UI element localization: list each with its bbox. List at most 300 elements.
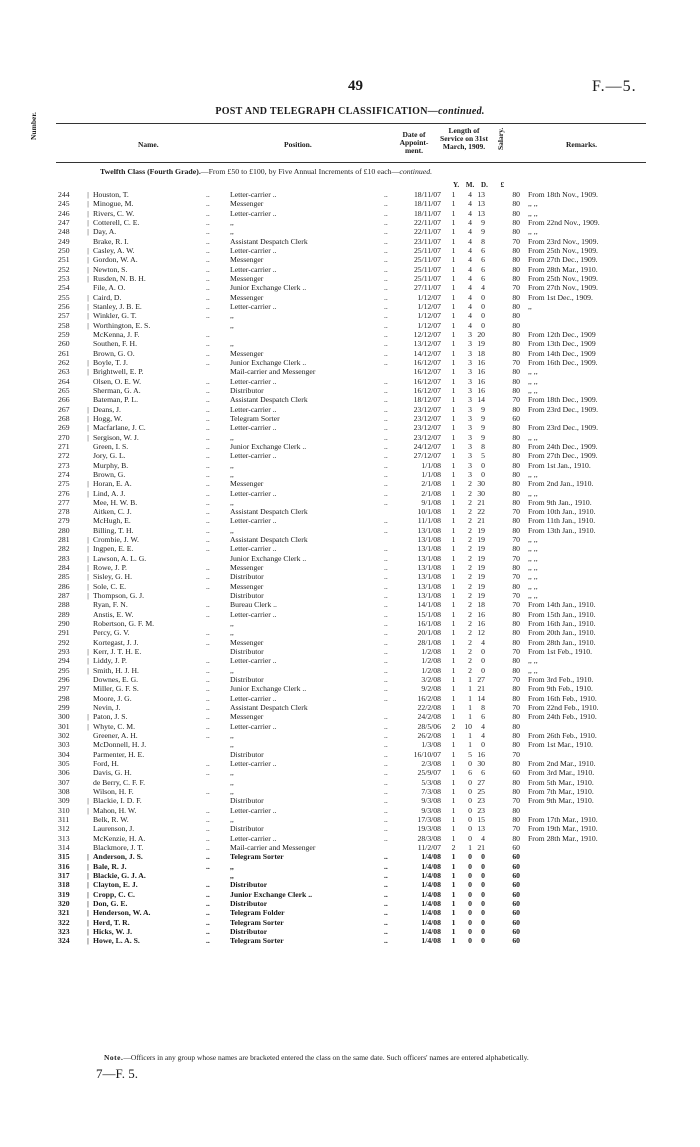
row-remarks: From 12th Dec., 1909 [528,329,596,339]
row-name: Thompson, G. J. [93,591,145,601]
row-leader: .. [384,619,388,629]
row-remarks: From 16th Feb., 1910. [528,693,597,703]
row-position: ,, [230,870,234,880]
row-months: 0 [468,824,472,834]
row-years: 1 [451,563,456,573]
row-leader: .. [206,357,210,367]
group-bracket: | [87,544,89,554]
row-name: Newton, S. [93,264,128,274]
row-date: 13/1/08 [417,535,441,545]
row-number: 284 [58,563,70,573]
row-leader: .. [206,675,210,685]
table-row [58,918,658,927]
row-months: 2 [468,544,472,554]
table-row [58,890,658,899]
row-leader: .. [384,236,388,246]
row-leader: .. [206,497,210,507]
row-date: 16/12/07 [413,367,441,377]
row-years: 1 [451,917,456,927]
group-bracket: | [87,357,89,367]
row-name: Brown, G. [93,469,126,479]
table-row [58,666,658,675]
row-years: 1 [451,525,456,535]
row-number: 258 [58,320,70,330]
row-years: 1 [451,749,456,759]
row-leader: .. [384,637,388,647]
row-salary: 80 [512,563,520,573]
row-name: Howe, L. A. S. [93,936,140,946]
row-days: 8 [481,441,485,451]
row-months: 2 [468,572,472,582]
length-units [453,181,504,189]
row-years: 1 [451,712,456,722]
row-number: 267 [58,404,70,414]
row-number: 248 [58,227,70,237]
row-salary: 80 [512,787,520,796]
row-name: Don, G. E. [93,898,128,908]
row-date: 1/4/08 [421,926,441,936]
row-remarks: From 1st Jan., 1910. [528,460,591,470]
row-years: 1 [451,311,456,321]
row-leader: .. [206,385,210,395]
row-number: 272 [58,451,70,461]
row-date: 25/11/07 [413,245,441,255]
row-years: 1 [451,273,456,283]
row-date: 28/1/08 [417,637,441,647]
row-leader: .. [384,413,388,423]
title-continued: continued. [438,106,485,117]
row-number: 313 [58,833,70,843]
row-name: Cotterell, C. E. [93,217,140,227]
row-months: 1 [468,703,472,713]
row-position: Messenger [230,255,264,265]
row-salary: 80 [512,423,520,433]
group-bracket: | [87,432,89,442]
row-name: Blackie, I. D. F. [93,796,142,806]
row-months: 0 [468,926,472,936]
row-days: 0 [481,908,485,918]
row-name: Nevin, J. [93,703,121,713]
group-bracket: | [87,926,89,936]
row-leader: .. [206,759,210,769]
row-leader: .. [384,731,388,741]
row-days: 21 [477,516,485,526]
row-name: Anstis, E. W. [93,609,134,619]
row-position: ,, [230,619,234,629]
unit-years: Y. [453,181,460,189]
header-date: Date of Appoint- ment. [399,130,429,155]
row-months: 1 [468,731,472,741]
row-date: 7/3/08 [421,787,441,796]
header-remarks: Remarks. [566,140,598,149]
row-leader: .. [384,880,388,890]
row-days: 16 [477,367,485,377]
table-row [58,349,658,358]
row-leader: .. [384,684,388,694]
row-leader: .. [206,469,210,479]
group-bracket: | [87,404,89,414]
row-number: 324 [58,936,70,946]
row-salary: 80 [512,292,520,302]
row-years: 1 [451,535,456,545]
row-leader: .. [206,842,210,852]
row-years: 2 [451,842,456,852]
row-years: 1 [451,656,456,666]
row-position: Distributor [230,926,268,936]
table-row [58,731,658,740]
row-position: Letter-carrier .. [230,721,277,731]
row-date: 12/12/07 [413,329,441,339]
row-leader: .. [206,208,210,218]
row-months: 0 [468,852,472,862]
row-years: 1 [451,301,456,311]
row-months: 2 [468,497,472,507]
row-years: 1 [451,665,456,675]
row-days: 13 [477,199,485,209]
row-number: 287 [58,591,70,601]
row-days: 6 [481,768,485,778]
row-number: 252 [58,264,70,274]
row-months: 1 [468,712,472,722]
row-months: 4 [468,190,472,199]
table-row [58,750,658,759]
row-days: 0 [481,469,485,479]
row-remarks: From 16th Jan., 1910. [528,619,596,629]
row-date: 1/1/08 [421,469,441,479]
row-number: 293 [58,647,70,657]
row-position: Telegram Sorter [230,936,284,946]
row-salary: 70 [512,824,520,834]
row-date: 1/4/08 [421,936,441,946]
row-months: 4 [468,199,472,209]
row-months: 3 [468,357,472,367]
row-name: Mee, H. W. B. [93,497,138,507]
row-leader: .. [384,451,388,461]
row-position: ,, [230,460,234,470]
row-remarks: From 27th Dec., 1909. [528,255,598,265]
table-row [58,880,658,889]
row-months: 2 [468,609,472,619]
row-position: Messenger [230,292,264,302]
row-days: 16 [477,749,485,759]
row-remarks: From 13th Dec., 1909 [528,339,596,349]
row-position: Messenger [230,563,264,573]
table-row [58,414,658,423]
row-leader: .. [384,385,388,395]
row-number: 319 [58,889,70,899]
table-row [58,311,658,320]
row-date: 1/4/08 [421,908,441,918]
row-date: 18/11/07 [413,190,441,199]
row-date: 25/11/07 [413,273,441,283]
row-number: 310 [58,805,70,815]
row-date: 1/12/07 [417,292,441,302]
row-date: 18/11/07 [413,199,441,209]
row-years: 1 [451,759,456,769]
table-row [58,787,658,796]
row-leader: .. [206,703,210,713]
row-months: 2 [468,600,472,610]
row-number: 309 [58,796,70,806]
row-years: 1 [451,376,456,386]
row-salary: 60 [512,870,520,880]
row-name: Minogue, M. [93,199,134,209]
row-salary: 60 [512,898,520,908]
row-name: Green, I. S. [93,441,129,451]
row-name: Anderson, J. S. [93,852,143,862]
group-bracket: | [87,572,89,582]
table-row [58,526,658,535]
row-name: Whyte, C. M. [93,721,136,731]
header-rule-bottom [56,162,646,163]
row-years: 1 [451,581,456,591]
row-salary: 80 [512,740,520,750]
row-name: McHugh, E. [93,516,131,526]
row-position: Letter-carrier .. [230,404,277,414]
row-name: McDonnell, H. J. [93,740,147,750]
row-name: Ford, H. [93,759,119,769]
row-leader: .. [384,889,388,899]
row-date: 13/1/08 [417,544,441,554]
row-position: Junior Exchange Clerk .. [230,283,307,293]
group-bracket: | [87,320,89,330]
row-salary: 60 [512,852,520,862]
row-leader: .. [384,796,388,806]
row-years: 1 [451,227,456,237]
row-position: ,, [230,740,234,750]
row-name: Sisley, G. H. [93,572,133,582]
row-position: Messenger [230,581,264,591]
row-days: 19 [477,572,485,582]
row-years: 1 [451,460,456,470]
row-years: 1 [451,833,456,843]
row-months: 2 [468,581,472,591]
row-salary: 60 [512,908,520,918]
row-salary: 70 [512,572,520,582]
row-number: 323 [58,926,70,936]
row-number: 299 [58,703,70,713]
row-leader: .. [206,432,210,442]
row-remarks: From 9th Feb., 1910. [528,684,593,694]
row-position: Distributor [230,591,264,601]
row-number: 276 [58,488,70,498]
row-position: ,, [230,320,234,330]
table-row [58,395,658,404]
row-leader: .. [206,292,210,302]
row-years: 1 [451,199,456,209]
table-row [58,507,658,516]
row-days: 19 [477,535,485,545]
row-days: 15 [477,814,485,824]
row-name: Kortegast, J. J. [93,637,139,647]
row-date: 1/2/08 [421,656,441,666]
row-months: 1 [468,842,472,852]
row-days: 0 [481,320,485,330]
row-position: Bureau Clerk .. [230,600,277,610]
row-number: 286 [58,581,70,591]
table-row [58,740,658,749]
row-remarks: From 20th Jan., 1910. [528,628,596,638]
row-months: 0 [468,833,472,843]
table-row [58,227,658,236]
row-leader: .. [384,777,388,787]
row-leader: .. [384,824,388,834]
row-leader: .. [206,264,210,274]
row-leader: .. [384,339,388,349]
row-months: 2 [468,628,472,638]
row-number: 291 [58,628,70,638]
row-salary: 80 [512,245,520,255]
row-leader: .. [384,609,388,619]
group-bracket: | [87,535,89,545]
row-days: 0 [481,880,485,890]
row-position: Distributor [230,385,264,395]
group-bracket: | [87,199,89,209]
row-leader: .. [206,833,210,843]
row-leader: .. [206,376,210,386]
row-position: Junior Exchange Clerk .. [230,357,307,367]
row-remarks: From 14th Dec., 1909 [528,348,596,358]
row-position: Letter-carrier .. [230,208,277,218]
row-leader: .. [206,926,210,936]
table-row [58,516,658,525]
class-heading-range: —From £50 to £100, by Five Annual Increments of £10 each— [200,167,400,176]
row-date: 16/12/07 [413,376,441,386]
row-months: 2 [468,637,472,647]
class-heading [100,167,432,176]
group-bracket: | [87,805,89,815]
table-row [58,778,658,787]
row-position: Letter-carrier .. [230,488,277,498]
table-row [58,899,658,908]
row-salary: 80 [512,693,520,703]
row-remarks: From 3rd Mar., 1910. [528,768,595,778]
row-days: 16 [477,609,485,619]
row-months: 2 [468,553,472,563]
row-days: 19 [477,581,485,591]
row-remarks: ,, [528,301,532,311]
row-salary: 70 [512,535,520,545]
footnote-text: —Officers in any group whose names are bracketed entered the class on the same date. Such officers' names are entered alphabetically. [123,1053,529,1062]
row-years: 2 [451,721,456,731]
row-leader: .. [206,525,210,535]
group-bracket: | [87,255,89,265]
row-remarks: ,, ,, [528,385,538,395]
row-years: 1 [451,628,456,638]
table-row [58,684,658,693]
row-years: 1 [451,217,456,227]
row-months: 2 [468,479,472,489]
row-days: 6 [481,273,485,283]
table-row [58,199,658,208]
row-leader: .. [206,889,210,899]
row-leader: .. [206,451,210,461]
row-salary: 80 [512,777,520,787]
row-leader: .. [384,544,388,554]
row-months: 4 [468,311,472,321]
row-leader: .. [206,852,210,862]
row-date: 3/2/08 [421,675,441,685]
row-months: 3 [468,348,472,358]
row-days: 8 [481,236,485,246]
row-salary: 70 [512,283,520,293]
row-leader: .. [206,665,210,675]
row-leader: .. [206,731,210,741]
class-heading-continued: continued. [399,167,433,176]
unit-months: M. [465,181,475,189]
table-row [58,190,658,199]
row-remarks: From 22nd Nov., 1909. [528,217,600,227]
row-years: 1 [451,348,456,358]
row-days: 18 [477,348,485,358]
row-name: File, A. O. [93,283,126,293]
table-row [58,759,658,768]
row-leader: .. [384,628,388,638]
row-years: 1 [451,507,456,517]
row-leader: .. [206,339,210,349]
row-leader: .. [206,217,210,227]
row-years: 1 [451,292,456,302]
row-leader: .. [384,693,388,703]
row-remarks: ,, ,, [528,563,538,573]
row-years: 1 [451,423,456,433]
row-salary: 60 [512,889,520,899]
row-months: 0 [468,759,472,769]
row-leader: .. [206,609,210,619]
row-days: 13 [477,208,485,218]
row-salary: 80 [512,684,520,694]
row-remarks: From 9th Mar., 1910. [528,796,594,806]
row-days: 14 [477,693,485,703]
row-remarks: ,, ,, [528,208,538,218]
row-salary: 80 [512,376,520,386]
row-leader: .. [206,628,210,638]
row-number: 246 [58,208,70,218]
row-number: 282 [58,544,70,554]
row-salary: 70 [512,796,520,806]
row-remarks: From 3rd Feb., 1910. [528,675,594,685]
table-row [58,283,658,292]
row-number: 283 [58,553,70,563]
row-position: Messenger [230,348,264,358]
row-leader: .. [384,908,388,918]
row-position: Junior Exchange Clerk .. [230,684,307,694]
row-position: Letter-carrier .. [230,693,277,703]
row-leader: .. [384,712,388,722]
row-days: 0 [481,740,485,750]
row-salary: 70 [512,600,520,610]
row-days: 30 [477,488,485,498]
row-months: 2 [468,619,472,629]
row-date: 1/4/08 [421,917,441,927]
row-leader: .. [206,880,210,890]
row-name: Lawson, A. L. G. [93,553,147,563]
row-years: 1 [451,936,456,946]
row-name: Day, A. [93,227,117,237]
row-days: 19 [477,563,485,573]
row-years: 1 [451,544,456,554]
row-days: 0 [481,647,485,657]
group-bracket: | [87,217,89,227]
row-months: 0 [468,889,472,899]
group-bracket: | [87,563,89,573]
row-years: 1 [451,675,456,685]
row-name: Laurenson, J. [93,824,135,834]
row-position: Mail-carrier and Messenger [230,842,316,852]
row-days: 30 [477,759,485,769]
row-days: 4 [481,721,485,731]
row-years: 1 [451,600,456,610]
